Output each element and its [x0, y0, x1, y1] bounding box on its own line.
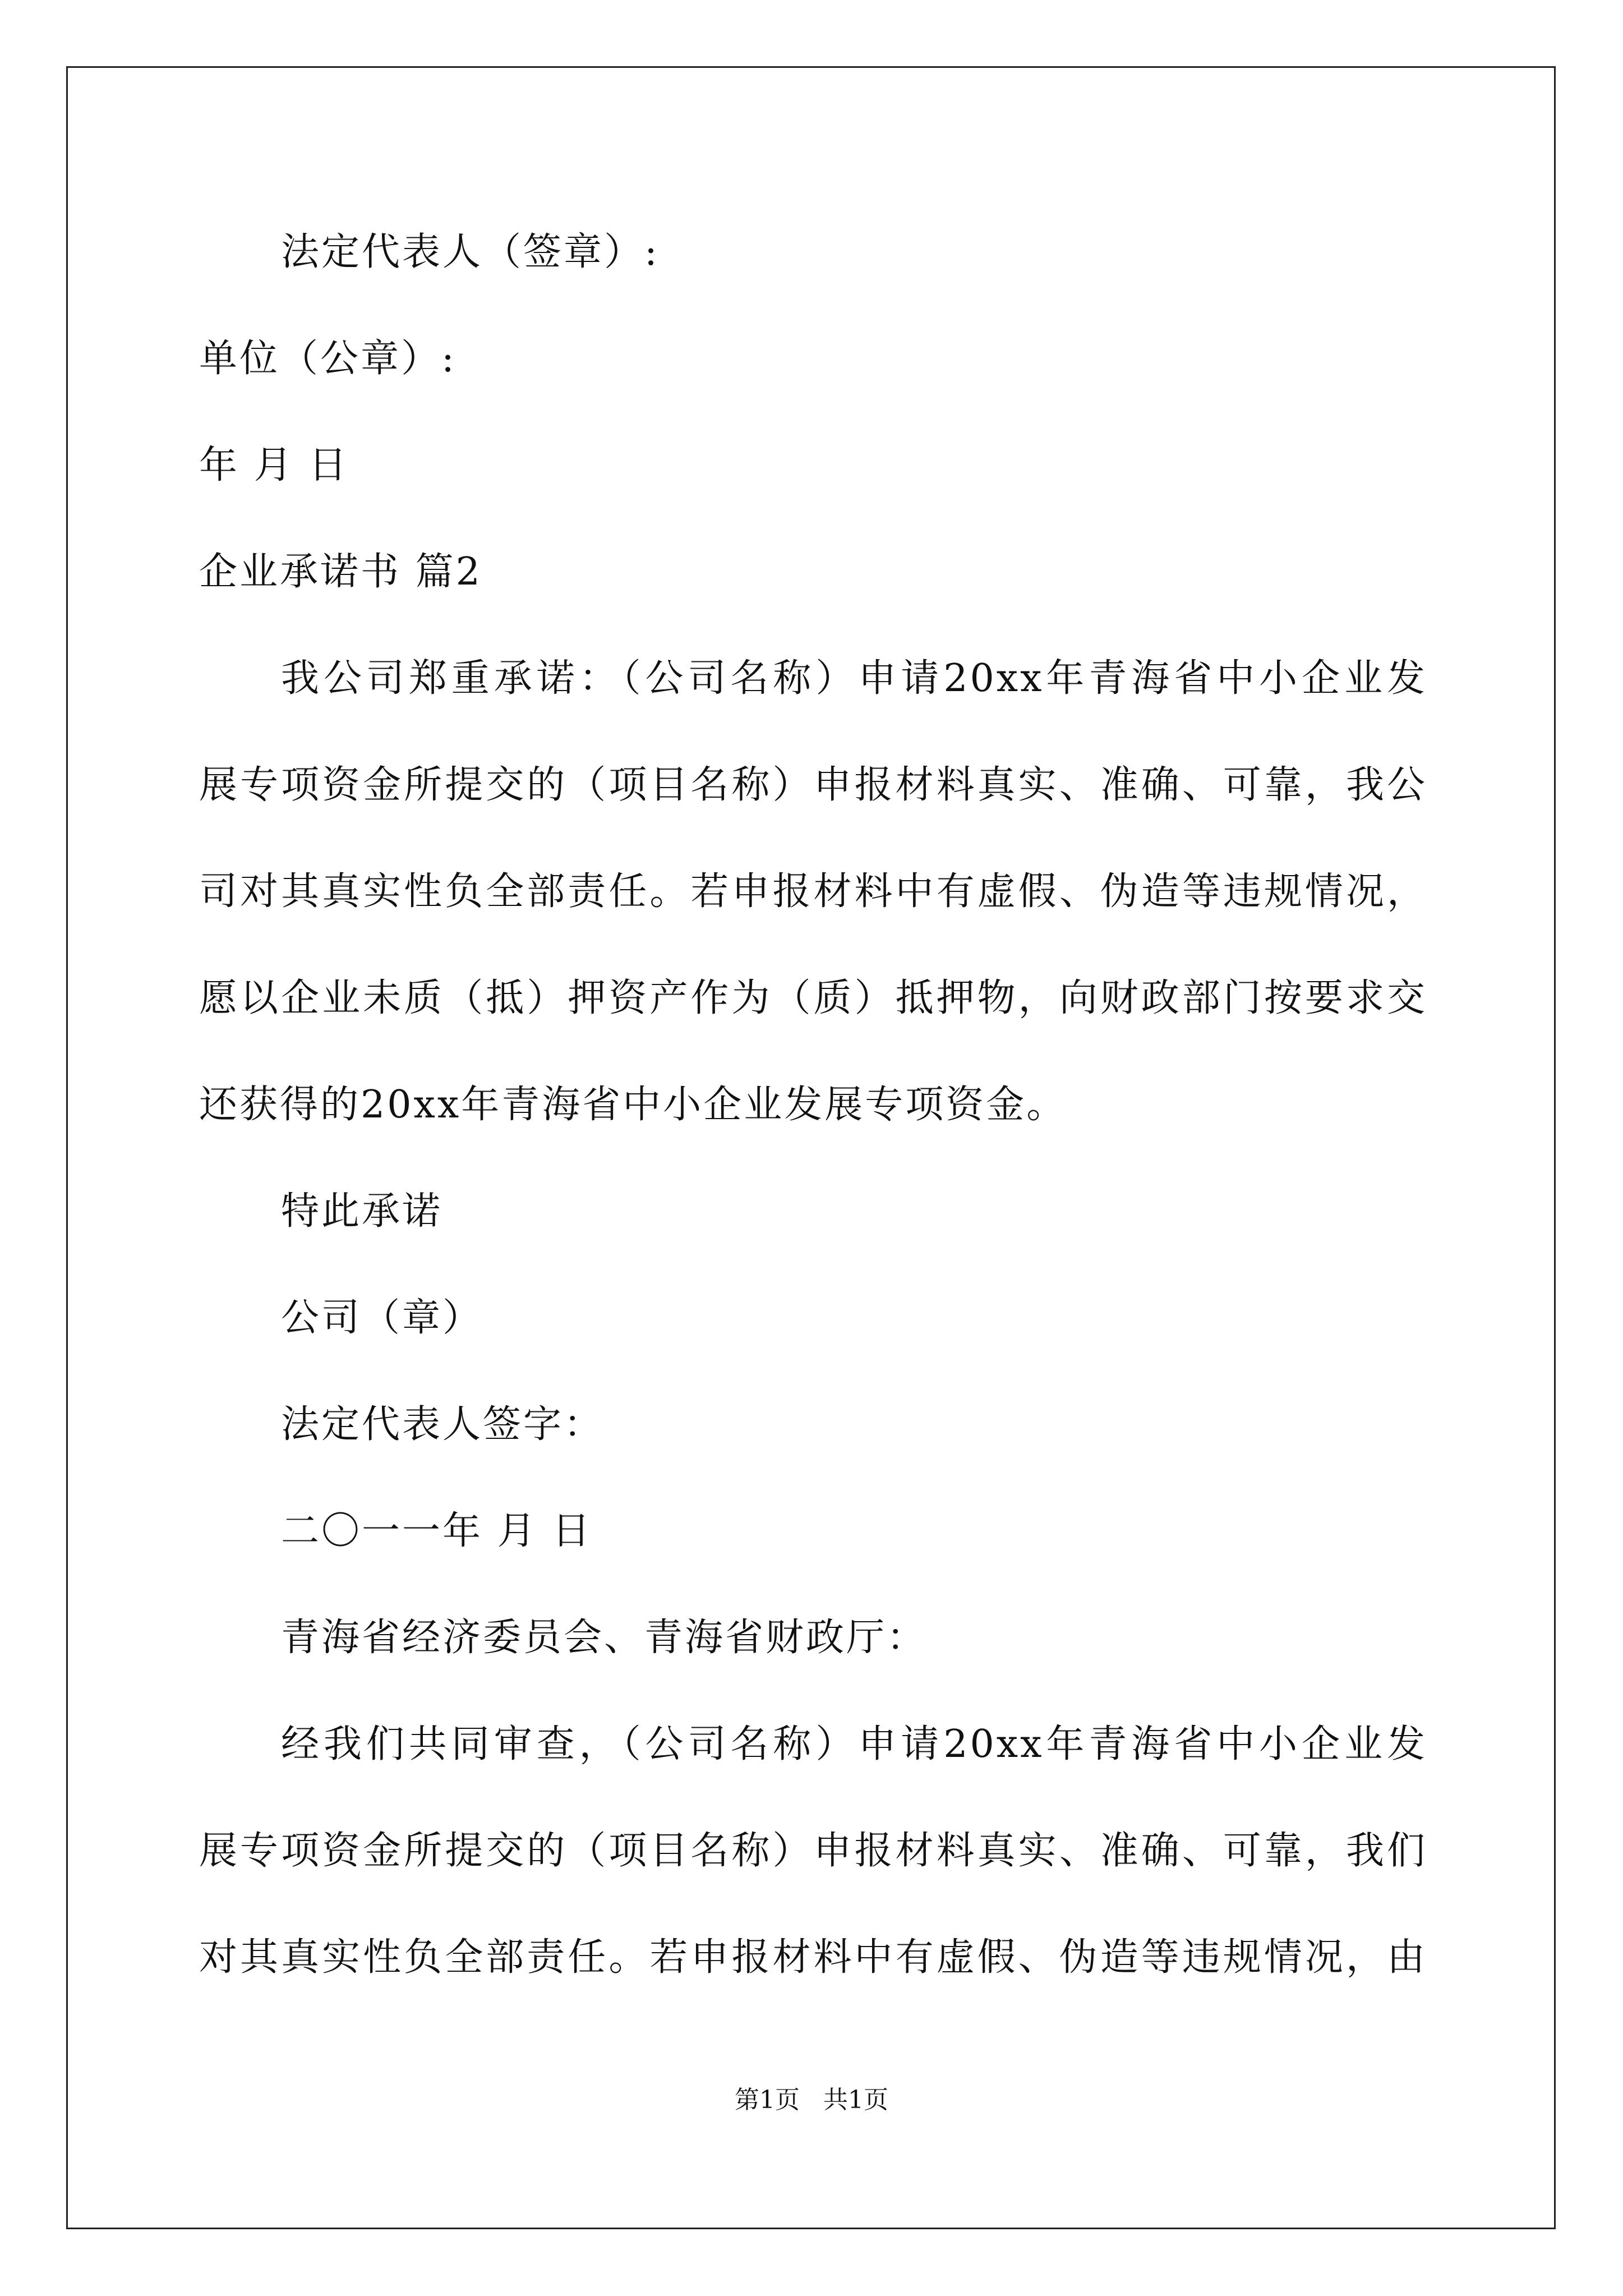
paragraph-line: 我公司郑重承诺：（公司名称）申请20xx年青海省中小企业发 [281, 656, 1427, 701]
company-seal-line: 公司（章） [281, 1296, 483, 1340]
date-line: 年 月 日 [199, 443, 349, 487]
page-footer: 第1页 共1页 [735, 2086, 888, 2114]
paragraph-line: 司对其真实性负全部责任。若申报材料中有虚假、伪造等违规情况， [199, 869, 1427, 914]
addressee-line: 青海省经济委员会、青海省财政厅： [281, 1616, 928, 1660]
paragraph-line: 还获得的20xx年青海省中小企业发展专项资金。 [199, 1083, 1067, 1127]
paragraph-line: 经我们共同审查，（公司名称）申请20xx年青海省中小企业发 [281, 1722, 1427, 1766]
paragraph-line: 愿以企业未质（抵）押资产作为（质）抵押物，向财政部门按要求交 [199, 976, 1427, 1020]
paragraph-line: 对其真实性负全部责任。若申报材料中有虚假、伪造等违规情况，由 [199, 1935, 1427, 1980]
page-border [66, 66, 1556, 2229]
signature-line-unit: 单位（公章）: [199, 337, 457, 381]
paragraph-line: 展专项资金所提交的（项目名称）申报材料真实、准确、可靠，我们 [199, 1829, 1427, 1873]
paragraph-line: 展专项资金所提交的（项目名称）申报材料真实、准确、可靠，我公 [199, 763, 1427, 807]
legal-rep-signature-line: 法定代表人签字： [281, 1402, 605, 1447]
signature-line-legal-rep: 法定代表人（签章）: [281, 230, 660, 274]
closing-line: 特此承诺 [281, 1189, 443, 1234]
section-heading: 企业承诺书 篇2 [199, 550, 482, 594]
date-line: 二〇一一年 月 日 [281, 1509, 593, 1553]
